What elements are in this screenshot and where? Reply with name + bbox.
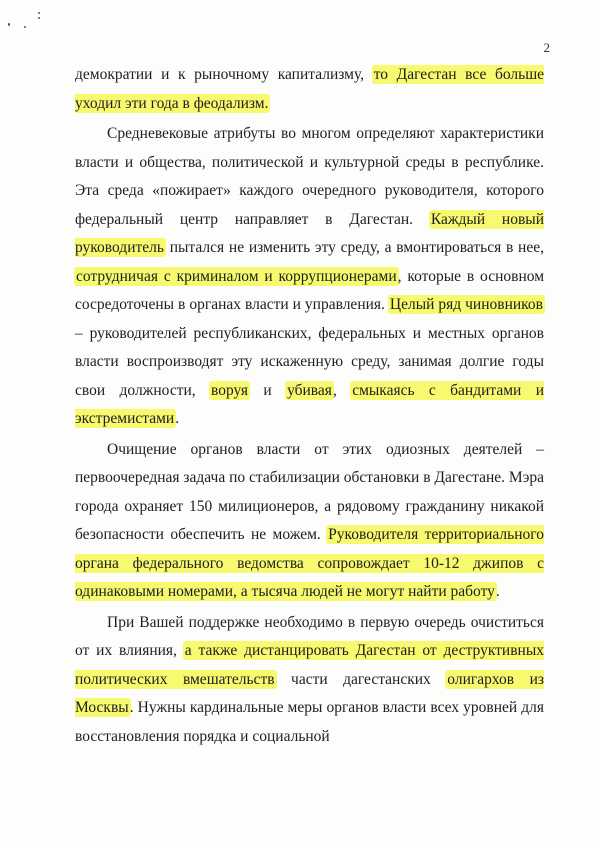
text-segment: части дагестанских [275, 670, 447, 688]
highlighted-text: воруя [211, 381, 249, 399]
text-segment: , которые в основном сосредоточены в органах власти и управления. [75, 267, 544, 313]
text-segment: Средневековые атрибуты во многом определяют характеристики власти и общества, политической и культурной среды в республике. Эта среда «пожирает» каждого очередного руководителя, которого федеральный центр направляет в Дагестан. [75, 125, 544, 228]
paragraph [75, 609, 544, 752]
highlighted-text: Руководителя территориального органа федерального ведомства сопровождает 10-12 джипов с одинаковыми номерами, а тысяча людей не могут найти работу [75, 526, 544, 600]
highlighted-text: сотрудничая с криминалом и коррупционерами [76, 267, 397, 285]
text-segment: . Нужны кардинальные меры органов власти всех уровней для восстановления порядка и социальной [75, 699, 544, 745]
text-segment: . [175, 410, 180, 427]
paragraph [75, 436, 544, 607]
highlighted-text: убивая [287, 381, 332, 399]
text-segment: демократии и к рыночному капитализму, [75, 66, 373, 83]
text-segment: – руководителей республиканских, федеральных и местных органов власти воспроизводят эту искаженную среду, занимая долгие годы свои должности, [75, 324, 544, 399]
text-segment: . [495, 583, 500, 600]
highlighted-text: Целый ряд чиновников [389, 296, 543, 313]
text-segment: пытался не изменить эту среду, а вмонтироваться в нее, [164, 239, 544, 256]
page-number: 2 [543, 40, 550, 55]
paragraph [75, 120, 544, 434]
highlighted-text: олигархов из Москвы [75, 670, 544, 716]
text-segment: Очищение органов власти от этих одиозных деятелей – первоочередная задача по стабилизации обстановки в Дагестане. Мэра города охраняет 150 милиционеров, а рядовому гражданину никакой безопасности обеспечить не можем. [75, 440, 544, 543]
highlighted-text: смыкаясь с бандитами и экстремистами [75, 381, 545, 427]
highlighted-text: Каждый новый руководитель [75, 210, 544, 256]
highlighted-text: а также дистанцировать Дагестан от деструктивных политических вмешательств [75, 642, 545, 688]
scan-specks [8, 8, 48, 38]
body-text [75, 61, 544, 751]
highlighted-text: то Дагестан все больше уходил эти года в феодализм. [75, 66, 545, 112]
text-segment: и [249, 381, 287, 399]
text-segment: , [332, 381, 352, 399]
paragraph [75, 61, 544, 118]
text-segment: При Вашей поддержке необходимо в первую очередь очиститься от их влияния, [75, 613, 544, 659]
